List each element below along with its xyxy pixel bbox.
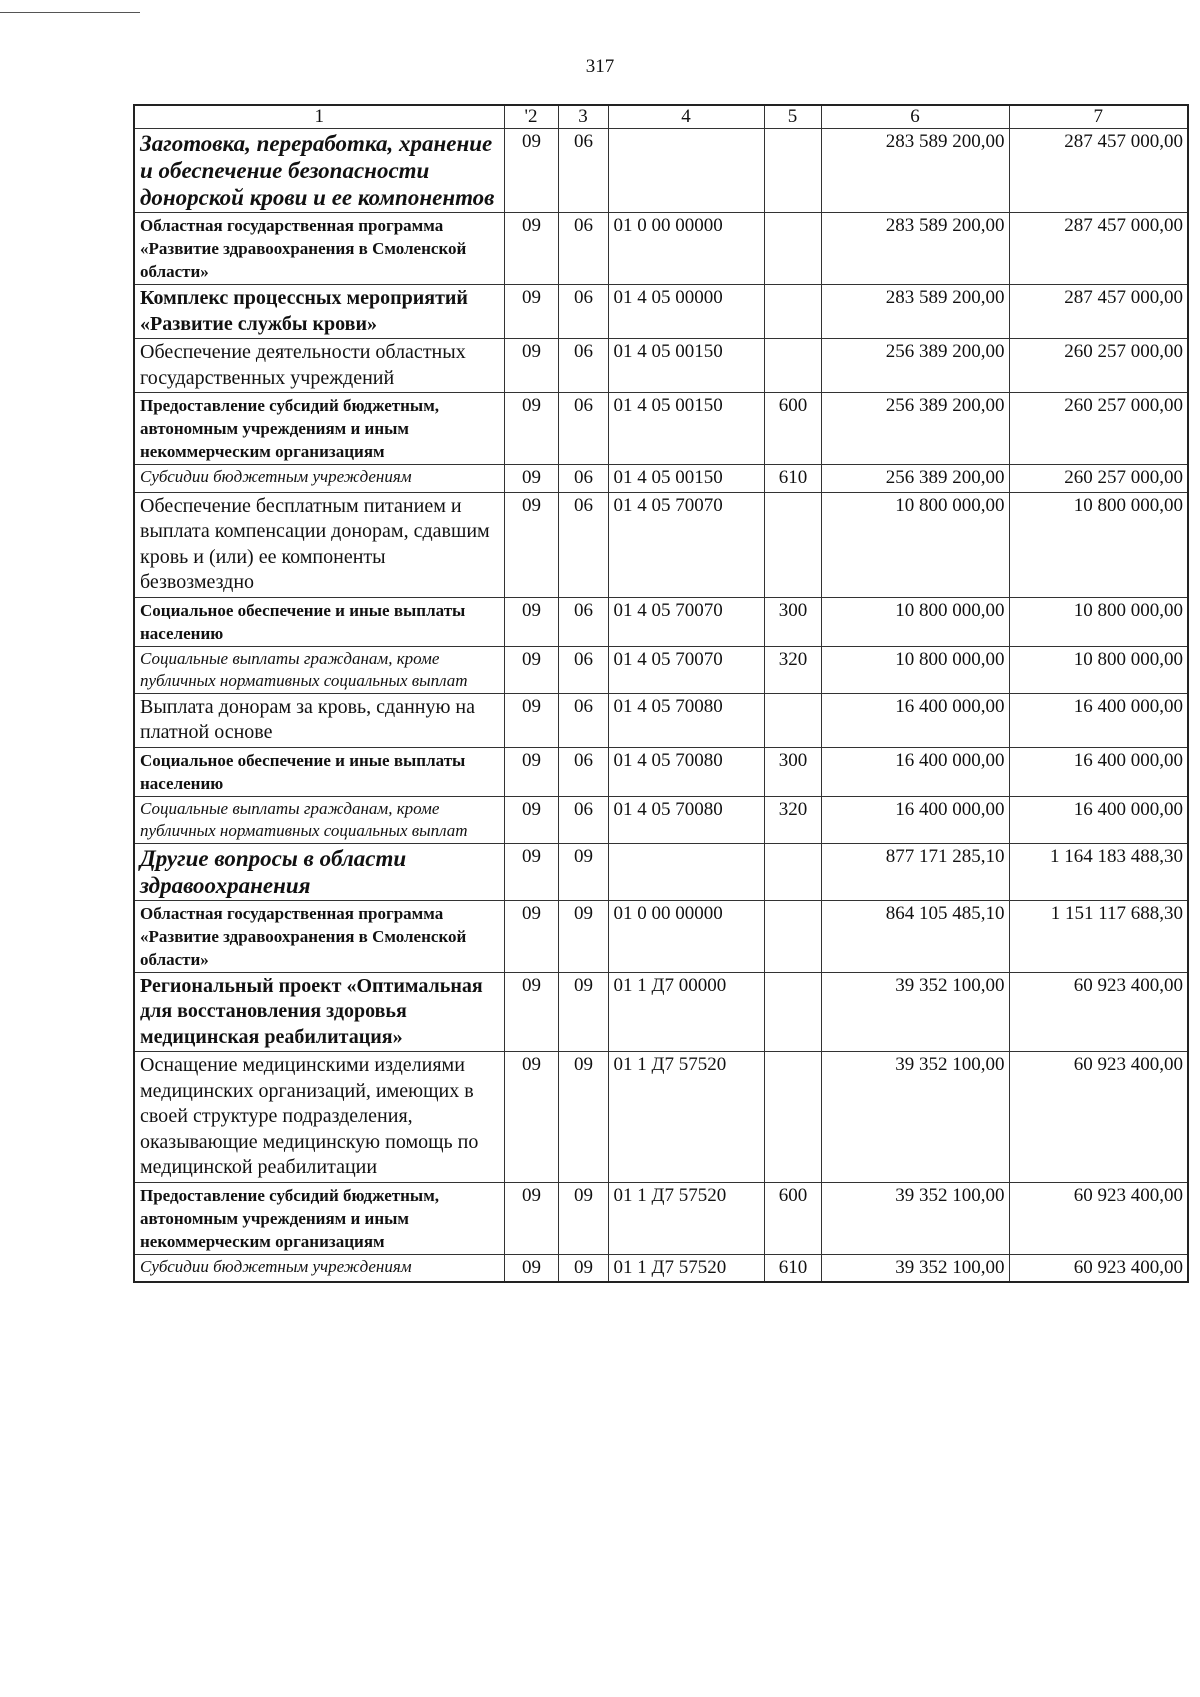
- column-header: 6: [821, 105, 1009, 129]
- row-name: Обеспечение деятельности областных государственных учреждений: [134, 339, 504, 393]
- subsection-code: 09: [558, 843, 608, 900]
- row-name: Субсидии бюджетным учреждениям: [134, 465, 504, 493]
- amount-year-1: 16 400 000,00: [821, 747, 1009, 796]
- amount-year-1: 283 589 200,00: [821, 285, 1009, 339]
- row-name: Субсидии бюджетным учреждениям: [134, 1254, 504, 1282]
- column-header: 7: [1009, 105, 1188, 129]
- amount-year-1: 256 389 200,00: [821, 339, 1009, 393]
- expense-type-code: 610: [764, 465, 821, 493]
- amount-year-2: 60 923 400,00: [1009, 1182, 1188, 1254]
- row-name: Выплата донорам за кровь, сданную на платной основе: [134, 693, 504, 747]
- expense-type-code: [764, 1052, 821, 1183]
- amount-year-2: 260 257 000,00: [1009, 393, 1188, 465]
- section-code: 09: [504, 393, 558, 465]
- section-code: 09: [504, 129, 558, 213]
- row-name: Региональный проект «Оптимальная для восстановления здоровья медицинская реабилитация»: [134, 972, 504, 1052]
- target-article-code: 01 4 05 70080: [608, 747, 764, 796]
- page-number: 317: [585, 56, 615, 77]
- subsection-code: 09: [558, 1182, 608, 1254]
- expense-type-code: [764, 843, 821, 900]
- subsection-code: 06: [558, 747, 608, 796]
- amount-year-1: 39 352 100,00: [821, 972, 1009, 1052]
- expense-type-code: [764, 492, 821, 597]
- amount-year-1: 39 352 100,00: [821, 1254, 1009, 1282]
- amount-year-1: 39 352 100,00: [821, 1052, 1009, 1183]
- section-code: 09: [504, 465, 558, 493]
- column-number-row: [134, 105, 1188, 129]
- amount-year-2: 10 800 000,00: [1009, 492, 1188, 597]
- target-article-code: 01 4 05 70070: [608, 597, 764, 646]
- amount-year-1: 283 589 200,00: [821, 129, 1009, 213]
- table-row: [134, 972, 1188, 1052]
- table-row: [134, 693, 1188, 747]
- amount-year-2: 1 151 117 688,30: [1009, 900, 1188, 972]
- column-header: '2: [504, 105, 558, 129]
- subsection-code: 06: [558, 213, 608, 285]
- target-article-code: 01 1 Д7 57520: [608, 1254, 764, 1282]
- row-name: Социальные выплаты гражданам, кроме публичных нормативных социальных выплат: [134, 646, 504, 693]
- section-code: 09: [504, 285, 558, 339]
- expense-type-code: [764, 129, 821, 213]
- row-name: Заготовка, переработка, хранение и обеспечение безопасности донорской крови и ее компонентов: [134, 129, 504, 213]
- column-header: 1: [134, 105, 504, 129]
- column-header: 3: [558, 105, 608, 129]
- subsection-code: 09: [558, 1254, 608, 1282]
- subsection-code: 06: [558, 646, 608, 693]
- amount-year-1: 256 389 200,00: [821, 465, 1009, 493]
- subsection-code: 09: [558, 900, 608, 972]
- section-code: 09: [504, 646, 558, 693]
- target-article-code: 01 1 Д7 00000: [608, 972, 764, 1052]
- expense-type-code: 320: [764, 796, 821, 843]
- target-article-code: 01 1 Д7 57520: [608, 1052, 764, 1183]
- expense-type-code: [764, 285, 821, 339]
- expense-type-code: [764, 339, 821, 393]
- table-row: [134, 843, 1188, 900]
- section-code: 09: [504, 1052, 558, 1183]
- subsection-code: 06: [558, 393, 608, 465]
- target-article-code: 01 4 05 70070: [608, 646, 764, 693]
- table-row: [134, 465, 1188, 493]
- subsection-code: 06: [558, 492, 608, 597]
- row-name: Областная государственная программа «Развитие здравоохранения в Смоленской области»: [134, 900, 504, 972]
- target-article-code: 01 0 00 00000: [608, 900, 764, 972]
- section-code: 09: [504, 972, 558, 1052]
- target-article-code: 01 4 05 00150: [608, 393, 764, 465]
- amount-year-2: 287 457 000,00: [1009, 129, 1188, 213]
- row-name: Областная государственная программа «Развитие здравоохранения в Смоленской области»: [134, 213, 504, 285]
- section-code: 09: [504, 796, 558, 843]
- section-code: 09: [504, 339, 558, 393]
- section-code: 09: [504, 1254, 558, 1282]
- section-code: 09: [504, 492, 558, 597]
- table-row: [134, 393, 1188, 465]
- expense-type-code: 300: [764, 747, 821, 796]
- amount-year-2: 1 164 183 488,30: [1009, 843, 1188, 900]
- expense-type-code: 600: [764, 1182, 821, 1254]
- amount-year-2: 287 457 000,00: [1009, 213, 1188, 285]
- section-code: 09: [504, 843, 558, 900]
- expense-type-code: [764, 972, 821, 1052]
- amount-year-2: 10 800 000,00: [1009, 597, 1188, 646]
- amount-year-2: 60 923 400,00: [1009, 1254, 1188, 1282]
- table-row: [134, 1052, 1188, 1183]
- section-code: 09: [504, 900, 558, 972]
- target-article-code: 01 4 05 70080: [608, 796, 764, 843]
- table-row: [134, 646, 1188, 693]
- subsection-code: 09: [558, 972, 608, 1052]
- amount-year-1: 10 800 000,00: [821, 597, 1009, 646]
- row-name: Предоставление субсидий бюджетным, автономным учреждениям и иным некоммерческим организациям: [134, 1182, 504, 1254]
- expense-type-code: 610: [764, 1254, 821, 1282]
- column-header: 4: [608, 105, 764, 129]
- amount-year-2: 16 400 000,00: [1009, 796, 1188, 843]
- amount-year-2: 260 257 000,00: [1009, 339, 1188, 393]
- expense-type-code: [764, 900, 821, 972]
- amount-year-2: 16 400 000,00: [1009, 693, 1188, 747]
- subsection-code: 09: [558, 1052, 608, 1183]
- table-row: [134, 213, 1188, 285]
- scan-edge-line: [0, 12, 140, 13]
- table-row: [134, 747, 1188, 796]
- row-name: Оснащение медицинскими изделиями медицинских организаций, имеющих в своей структуре подразделения, оказывающие медицинскую помощь по медицинской реабилитации: [134, 1052, 504, 1183]
- expense-type-code: 320: [764, 646, 821, 693]
- budget-table: [133, 104, 1189, 1283]
- target-article-code: 01 0 00 00000: [608, 213, 764, 285]
- subsection-code: 06: [558, 465, 608, 493]
- row-name: Комплекс процессных мероприятий «Развитие службы крови»: [134, 285, 504, 339]
- amount-year-1: 16 400 000,00: [821, 796, 1009, 843]
- target-article-code: 01 4 05 00000: [608, 285, 764, 339]
- target-article-code: [608, 129, 764, 213]
- row-name: Социальные выплаты гражданам, кроме публичных нормативных социальных выплат: [134, 796, 504, 843]
- amount-year-1: 10 800 000,00: [821, 492, 1009, 597]
- table-row: [134, 597, 1188, 646]
- amount-year-1: 16 400 000,00: [821, 693, 1009, 747]
- table-row: [134, 129, 1188, 213]
- expense-type-code: 300: [764, 597, 821, 646]
- target-article-code: 01 4 05 00150: [608, 465, 764, 493]
- table-row: [134, 796, 1188, 843]
- amount-year-2: 10 800 000,00: [1009, 646, 1188, 693]
- column-header: 5: [764, 105, 821, 129]
- amount-year-1: 10 800 000,00: [821, 646, 1009, 693]
- target-article-code: 01 1 Д7 57520: [608, 1182, 764, 1254]
- amount-year-2: 260 257 000,00: [1009, 465, 1188, 493]
- subsection-code: 06: [558, 129, 608, 213]
- subsection-code: 06: [558, 285, 608, 339]
- amount-year-1: 283 589 200,00: [821, 213, 1009, 285]
- amount-year-2: 60 923 400,00: [1009, 972, 1188, 1052]
- target-article-code: 01 4 05 70070: [608, 492, 764, 597]
- row-name: Другие вопросы в области здравоохранения: [134, 843, 504, 900]
- expense-type-code: [764, 213, 821, 285]
- table-row: [134, 339, 1188, 393]
- table-row: [134, 1254, 1188, 1282]
- row-name: Предоставление субсидий бюджетным, автономным учреждениям и иным некоммерческим организациям: [134, 393, 504, 465]
- amount-year-2: 60 923 400,00: [1009, 1052, 1188, 1183]
- section-code: 09: [504, 213, 558, 285]
- target-article-code: 01 4 05 00150: [608, 339, 764, 393]
- amount-year-1: 877 171 285,10: [821, 843, 1009, 900]
- subsection-code: 06: [558, 796, 608, 843]
- subsection-code: 06: [558, 597, 608, 646]
- table-row: [134, 285, 1188, 339]
- row-name: Социальное обеспечение и иные выплаты населению: [134, 597, 504, 646]
- subsection-code: 06: [558, 339, 608, 393]
- amount-year-1: 39 352 100,00: [821, 1182, 1009, 1254]
- amount-year-2: 16 400 000,00: [1009, 747, 1188, 796]
- section-code: 09: [504, 1182, 558, 1254]
- table-row: [134, 492, 1188, 597]
- amount-year-1: 256 389 200,00: [821, 393, 1009, 465]
- subsection-code: 06: [558, 693, 608, 747]
- target-article-code: [608, 843, 764, 900]
- target-article-code: 01 4 05 70080: [608, 693, 764, 747]
- section-code: 09: [504, 747, 558, 796]
- table-row: [134, 900, 1188, 972]
- row-name: Обеспечение бесплатным питанием и выплата компенсации донорам, сдавшим кровь и (или) ее компоненты безвозмездно: [134, 492, 504, 597]
- amount-year-1: 864 105 485,10: [821, 900, 1009, 972]
- section-code: 09: [504, 597, 558, 646]
- row-name: Социальное обеспечение и иные выплаты населению: [134, 747, 504, 796]
- expense-type-code: 600: [764, 393, 821, 465]
- expense-type-code: [764, 693, 821, 747]
- section-code: 09: [504, 693, 558, 747]
- amount-year-2: 287 457 000,00: [1009, 285, 1188, 339]
- table-row: [134, 1182, 1188, 1254]
